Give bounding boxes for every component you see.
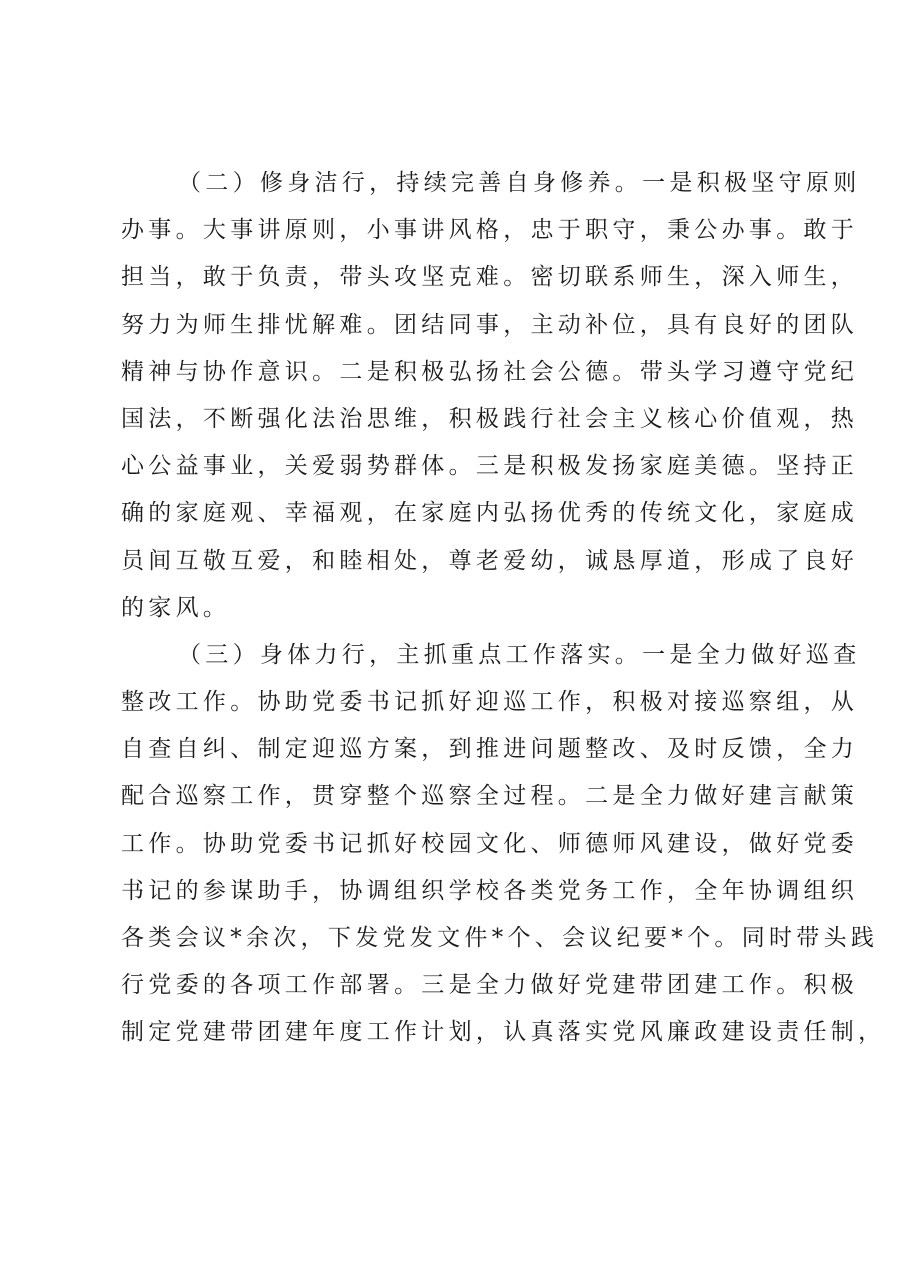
paragraph-line: 国法，不断强化法治思维，积极践行社会主义核心价值观，热	[121, 405, 859, 432]
paragraph-line: 各类会议*余次，下发党发文件*个、会议纪要*个。同时带头践	[121, 925, 879, 951]
paragraph-line: 心公益事业，关爱弱势群体。三是积极发扬家庭美德。坚持正	[121, 453, 859, 480]
paragraph-line: 整改工作。协助党委书记抓好迎巡工作，积极对接巡察组，从	[121, 689, 859, 716]
paragraph-line: （三）身体力行，主抓重点工作落实。一是全力做好巡查	[178, 641, 861, 668]
paragraph-3-key-work	[121, 632, 886, 1057]
paragraph-line: （二）修身洁行，持续完善自身修养。一是积极坚守原则	[178, 170, 861, 196]
paragraph-line: 担当，敢于负责，带头攻坚克难。密切联系师生，深入师生，	[121, 264, 859, 291]
paragraph-line: 自查自纠、制定迎巡方案，到推进问题整改、及时反馈，全力	[121, 736, 859, 763]
paragraph-line: 的家风。	[121, 594, 231, 621]
paragraph-line: 努力为师生排忧解难。团结同事，主动补位，具有良好的团队	[121, 311, 859, 338]
paragraph-line: 确的家庭观、幸福观，在家庭内弘扬优秀的传统文化，家庭成	[121, 500, 859, 527]
paragraph-line: 工作。协助党委书记抓好校园文化、师德师风建设，做好党委	[121, 830, 859, 857]
paragraph-line: 员间互敬互爱，和睦相处，尊老爱幼，诚恳厚道，形成了良好	[121, 547, 859, 574]
body-text	[121, 160, 886, 1057]
paragraph-line: 办事。大事讲原则，小事讲风格，忠于职守，秉公办事。敢于	[121, 217, 859, 244]
paragraph-line: 书记的参谋助手，协调组织学校各类党务工作，全年协调组织	[121, 877, 859, 904]
paragraph-2-self-cultivation	[121, 160, 861, 632]
paragraph-line: 精神与协作意识。二是积极弘扬社会公德。带头学习遵守党纪	[121, 358, 859, 385]
paragraph-line: 配合巡察工作，贯穿整个巡察全过程。二是全力做好建言献策	[121, 783, 859, 810]
paragraph-line: 行党委的各项工作部署。三是全力做好党建带团建工作。积极	[121, 972, 859, 999]
paragraph-line: 制定党建带团建年度工作计划，认真落实党风廉政建设责任制，	[121, 1019, 886, 1046]
